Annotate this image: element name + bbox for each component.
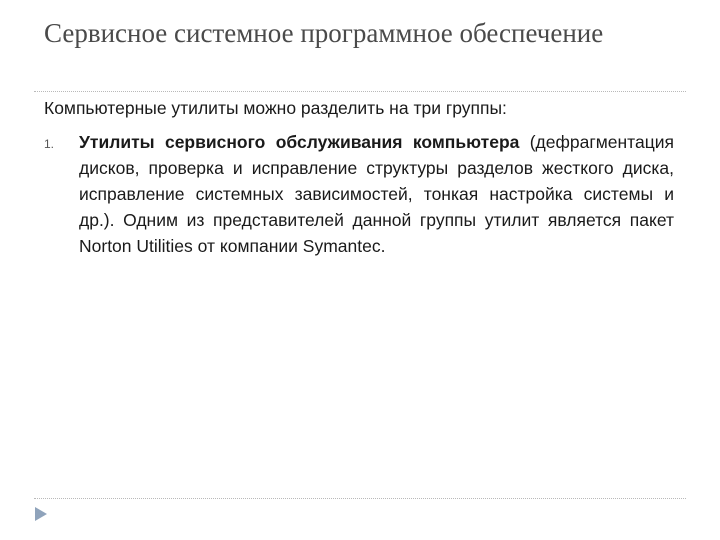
- triangle-right-icon[interactable]: [34, 506, 48, 522]
- intro-text: Компьютерные утилиты можно разделить на три группы:: [44, 98, 507, 118]
- list-number: 1.: [44, 137, 55, 151]
- list-item-text: [79, 129, 674, 259]
- slide-title: Сервисное системное программное обеспечение: [44, 18, 604, 48]
- title-divider: [34, 91, 686, 92]
- list-item-description: (дефрагментация дисков, проверка и исправление структуры разделов жесткого диска, исправление системных зависимостей, тонкая настройка системы и др.). Одним из представителей данной группы утилит является пакет Norton Utilities от компании Symantec.: [79, 132, 674, 256]
- list-item-title: Утилиты сервисного обслуживания компьютера: [79, 132, 520, 152]
- footer-divider: [34, 498, 686, 499]
- list-item: [44, 129, 674, 259]
- slide-body: [44, 95, 674, 259]
